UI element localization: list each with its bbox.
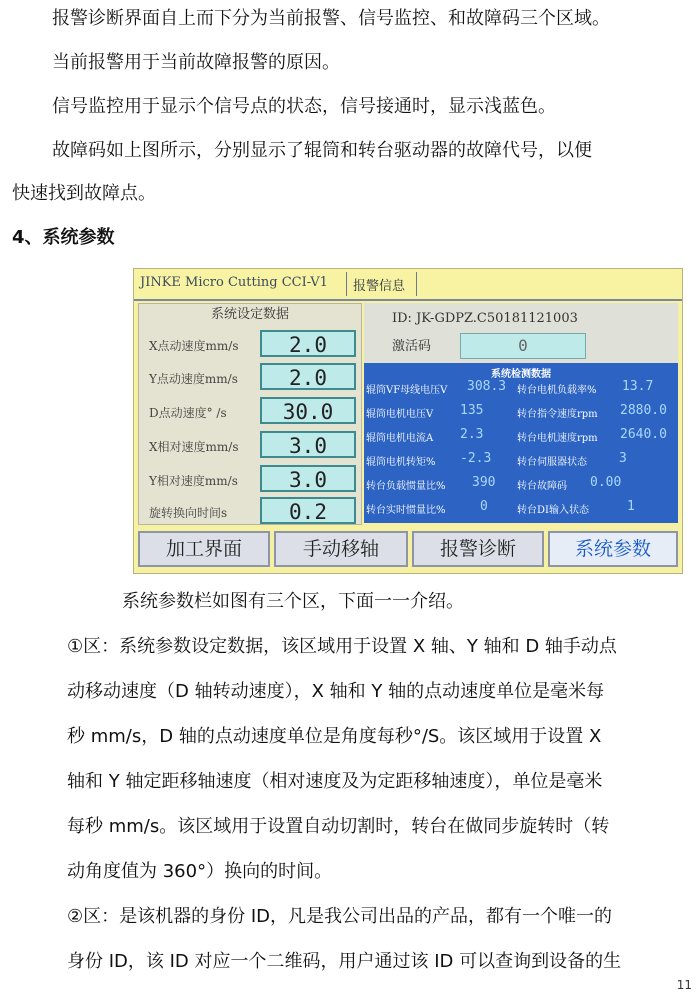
monitor-value: 13.7	[622, 379, 654, 394]
monitor-label: 辊筒电机电流A	[366, 433, 434, 444]
param-value-field[interactable]: 2.0	[260, 363, 356, 390]
monitor-label: 转台电机负载率%	[517, 385, 597, 396]
system-params-button[interactable]: 系统参数	[548, 531, 678, 567]
monitor-value: 135	[460, 403, 484, 418]
manual-jog-button[interactable]: 手动移轴	[274, 531, 408, 567]
paragraph-line: 动移动速度（D 轴转动速度），X 轴和 Y 轴的点动速度单位是毫米每	[67, 681, 605, 702]
param-value-field[interactable]: 2.0	[260, 330, 356, 357]
hmi-app-title: JINKE Micro Cutting CCI-V1	[140, 275, 328, 290]
param-value-field[interactable]: 30.0	[260, 397, 356, 424]
monitor-label: 转台指令速度rpm	[517, 409, 598, 420]
monitor-value: 390	[472, 475, 496, 490]
hmi-button-bar	[136, 529, 680, 571]
page-number: 11	[676, 978, 692, 992]
paragraph-line: 故障码如上图所示，分别显示了辊筒和转台驱动器的故障代号，以便	[52, 140, 592, 161]
param-value-field[interactable]: 3.0	[260, 431, 356, 458]
monitor-label: 转台实时惯量比%	[366, 505, 446, 516]
monitor-panel	[364, 363, 678, 523]
paragraph-line: 秒 mm/s，D 轴的点动速度单位是角度每秒°/S。该区域用于设置 X	[67, 726, 602, 747]
processing-screen-button[interactable]: 加工界面	[138, 531, 270, 567]
param-label: D点动速度° /s	[149, 406, 227, 420]
alarm-diagnosis-button[interactable]: 报警诊断	[412, 531, 544, 567]
monitor-label: 转台DI输入状态	[517, 505, 589, 516]
monitor-value: -2.3	[460, 451, 492, 466]
param-label: Y点动速度mm/s	[149, 372, 238, 386]
monitor-label: 转台伺服器状态	[517, 457, 587, 468]
monitor-title: 系统检测数据	[491, 369, 551, 380]
paragraph-line: 快速找到故障点。	[12, 183, 156, 204]
param-value-field[interactable]: 3.0	[260, 465, 356, 492]
param-label: 旋转换向时间s	[149, 506, 228, 520]
info-panel	[364, 303, 678, 523]
monitor-value: 0	[480, 499, 488, 514]
paragraph-line: 每秒 mm/s。该区域用于设置自动切割时，转台在做同步旋转时（转	[67, 816, 610, 837]
paragraph-line: 当前报警用于当前故障报警的原因。	[52, 52, 340, 73]
alarm-info-tab[interactable]: 报警信息	[353, 279, 406, 294]
monitor-label: 辊筒电机电压V	[366, 409, 434, 420]
monitor-value: 1	[627, 499, 635, 514]
monitor-value: 308.3	[467, 379, 507, 394]
monitor-value: 2.3	[460, 427, 484, 442]
param-label: X点动速度mm/s	[149, 339, 239, 353]
param-label: Y相对速度mm/s	[149, 474, 238, 488]
activation-code-field[interactable]: 0	[460, 333, 586, 359]
title-divider	[346, 272, 347, 296]
paragraph-line: 报警诊断界面自上而下分为当前报警、信号监控、和故障码三个区域。	[52, 8, 610, 29]
hmi-title-bar	[134, 269, 682, 301]
param-label: X相对速度mm/s	[149, 440, 239, 454]
hmi-main-area	[136, 301, 680, 527]
paragraph-line: ②区：是该机器的身份 ID，凡是我公司出品的产品，都有一个唯一的	[67, 906, 613, 927]
settings-panel-title: 系统设定数据	[210, 307, 289, 322]
monitor-value: 2640.0	[620, 427, 667, 442]
settings-panel	[138, 303, 362, 525]
section-heading: 4、系统参数	[12, 227, 115, 248]
monitor-value: 3	[619, 451, 627, 466]
hmi-screenshot	[133, 268, 683, 574]
paragraph-line: ①区：系统参数设定数据，该区域用于设置 X 轴、Y 轴和 D 轴手动点	[67, 636, 617, 657]
monitor-label: 转台负载惯量比%	[366, 481, 446, 492]
param-value-field[interactable]: 0.2	[260, 497, 356, 524]
title-divider	[416, 272, 417, 296]
paragraph-line: 动角度值为 360°）换向的时间。	[67, 861, 333, 882]
monitor-value: 2880.0	[620, 403, 667, 418]
paragraph-line: 身份 ID，该 ID 对应一个二维码，用户通过该 ID 可以查询到设备的生	[67, 951, 622, 972]
paragraph-line: 轴和 Y 轴定距移轴速度（相对速度及为定距移轴速度），单位是毫米	[67, 771, 603, 792]
activation-code-label: 激活码	[392, 339, 432, 354]
monitor-label: 辊筒电机转矩%	[366, 457, 436, 468]
paragraph-line: 信号监控用于显示个信号点的状态，信号接通时，显示浅蓝色。	[52, 96, 556, 117]
monitor-label: 转台故障码	[517, 481, 567, 492]
machine-id: ID: JK-GDPZ.C50181121003	[392, 311, 578, 326]
paragraph-line: 系统参数栏如图有三个区，下面一一介绍。	[122, 591, 464, 612]
monitor-label: 辊筒VF母线电压V	[366, 385, 448, 396]
monitor-label: 转台电机速度rpm	[517, 433, 598, 444]
monitor-value: 0.00	[590, 475, 622, 490]
